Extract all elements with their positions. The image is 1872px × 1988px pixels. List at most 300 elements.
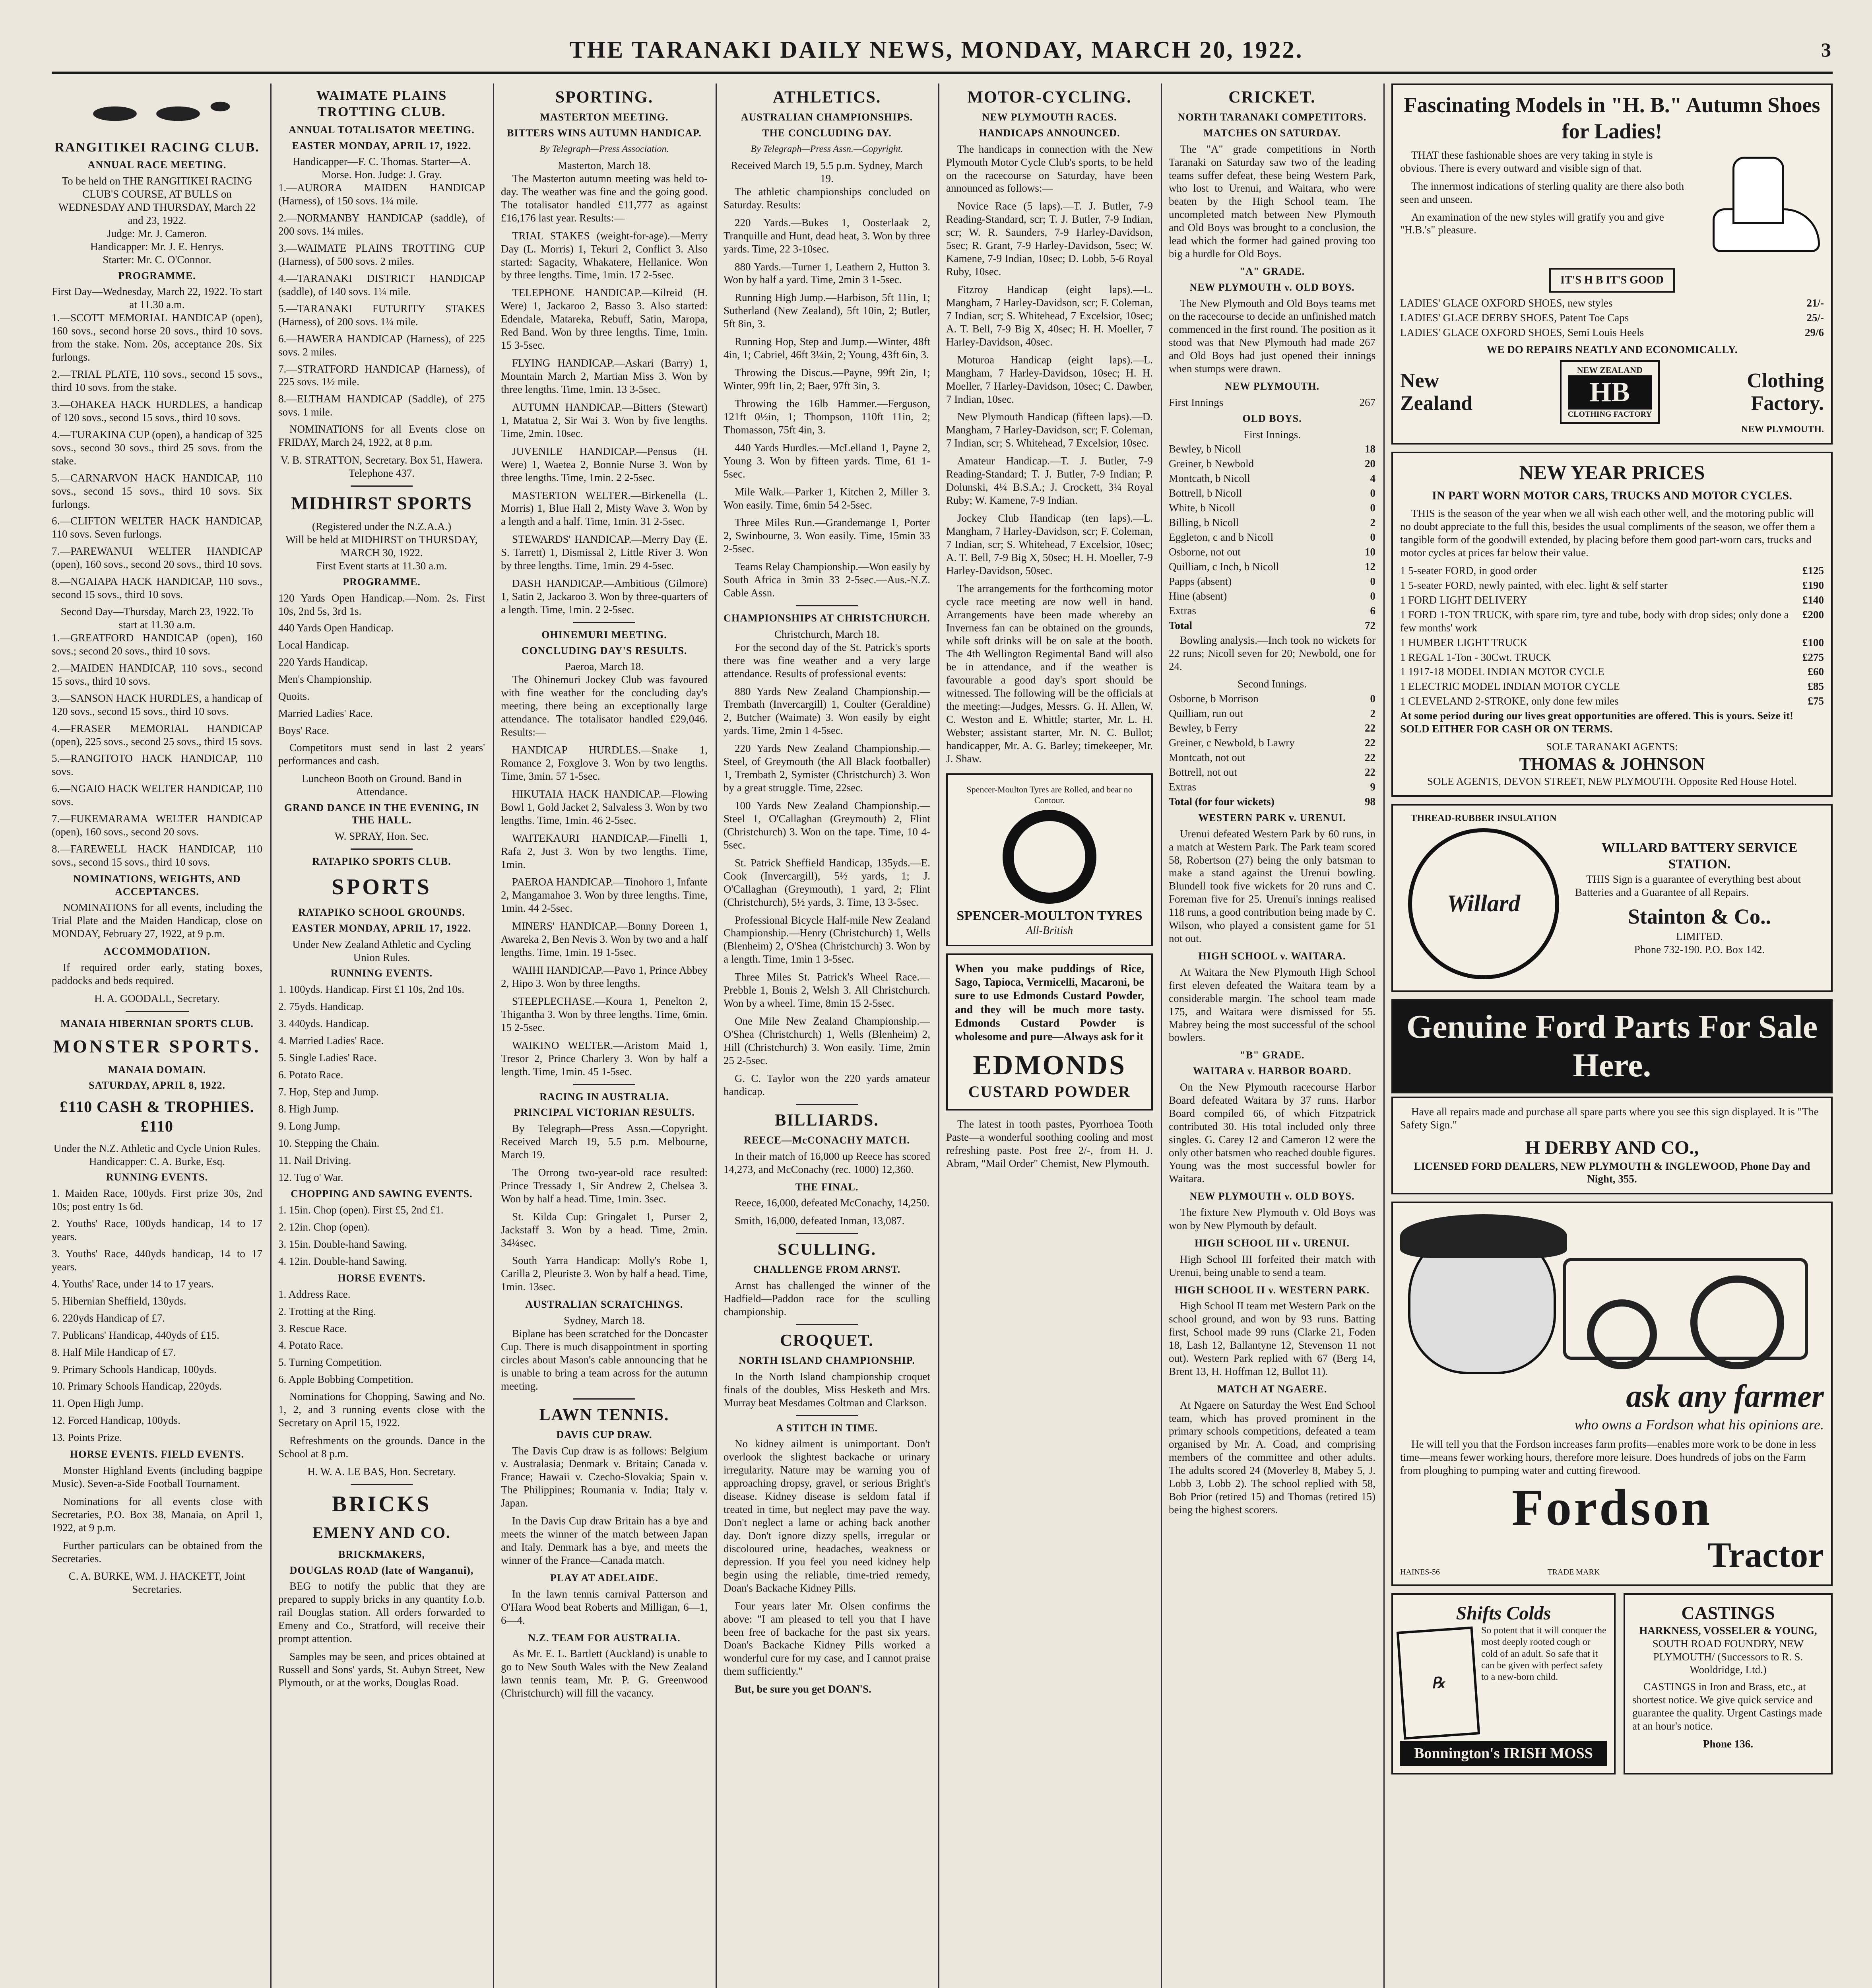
second-day: Second Day—Thursday, March 23, 1922. To start at 11.30 a.m. [60,606,254,631]
hb-text-1: THAT these fashionable shoes are very taking in style is obvious. There is every outward and visible sign of that. [1400,149,1653,174]
race-result-paragraph: DASH HANDICAP.—Ambitious (Gilmore) 1, Satin 2, Jackaroo 3. Won by three-quarters of a length. Time, 1min. 2 2-5sec. [501,577,708,615]
race-starter: Starter: Mr. C. O'Connor. [103,253,211,266]
shoe-price-row [1400,311,1824,324]
bricks-title: BRICKS [332,1491,432,1516]
midhirst-programme: PROGRAMME. [343,576,421,588]
vehicle-price-row-value: £85 [1808,680,1824,693]
farmer-tractor-illustration [1400,1214,1824,1373]
ob-label: OLD BOYS. [1242,412,1302,424]
running-event-item: 9. Primary Schools Handicap, 100yds. [52,1363,217,1375]
shifts-text: So potent that it will conquer the most deeply rooted cough or cold of an adult. So safe that it can be given with perfect safety to a new-born child. [1481,1625,1606,1683]
handicap-paragraph: Fitzroy Handicap (eight laps).—L. Mangham, 7 Harley-Davidson, scr; F. Coleman, 7 Indian, scr; S. Whitehead, 7 Excelsior, 10sec; A. T. Bell, 7-9 Big X, 40sec; H. H. Moeller, 7 Harley-Davidson, 40sec. [946,283,1153,348]
bowling-text: Bowling analysis.—Inch took no wickets for 22 runs; Nicoll seven for 20; Newbold, one for 24. [1169,634,1375,672]
challenge-heading: CHALLENGE FROM ARNST. [753,1264,901,1276]
np-total: 267 [1359,396,1375,408]
race-item: 8.—NGAIAPA HACK HANDICAP, 110 sovs., second 15 sovs., third 10 sovs. [52,575,262,601]
batting-row [1169,516,1375,529]
fordson-footer [1400,1534,1824,1577]
race-result-paragraph: WAITEKAURI HANDICAP.—Finelli 1, Rafa 2, Just 3. Won by two lengths. Time, 1min. [501,832,708,870]
vehicle-price-row [1400,608,1824,635]
batting-row-value: 9 [1370,781,1375,793]
manaia-club: MANAIA HIBERNIAN SPORTS CLUB. [60,1017,254,1029]
waimate-events [278,181,485,419]
batting-row-value: 0 [1370,487,1375,499]
nz-team-heading: N.Z. TEAM FOR AUSTRALIA. [528,1632,681,1644]
douglas-road: DOUGLAS ROAD (late of Wanganui), [289,1564,474,1576]
horse-event-item: 1. Address Race. [278,1288,351,1300]
race-result-paragraph: By Telegraph—Press Assn.—Copyright. Received March 19, 5.5 p.m. Melbourne, March 19. [501,1122,708,1161]
race-result-paragraph: AUTUMN HANDICAP.—Bitters (Stewart) 1, Matatua 2, Sir Wai 3. Won by five lengths. Time, 2min. 10sec. [501,401,708,439]
davis-text-2: In the Davis Cup draw Britain has a bye and meets the winner of the match between Japan and Italy. Denmark has a bye, and meets the winner of the France—Canada match. [501,1515,708,1567]
race-item: 7.—FUKEMARAMA WELTER HANDICAP (open), 160 sovs., second 20 sovs. [52,813,262,838]
athletics-result-paragraph: One Mile New Zealand Championship.—O'Shea (Christchurch) 1, Wells (Blenheim) 2, Hill (Christchurch) 3. Won easily. Time, 2min 25 2-5sec. [724,1015,930,1066]
spray-sec: W. SPRAY, Hon. Sec. [334,830,429,843]
batting-row-value: 20 [1365,458,1375,470]
sculling-heading: SCULLING. [778,1241,876,1259]
trotting-event-item: 3.—WAIMATE PLAINS TROTTING CUP (Harness), of 500 sovs. 2 miles. [278,242,485,267]
batting-row-value: 0 [1370,693,1375,705]
trotting-event-item: 8.—ELTHAM HANDICAP (Saddle), of 275 sovs. 1 mile. [278,393,485,418]
tractor-word: Tractor [1707,1535,1824,1575]
manaia-date: SATURDAY, APRIL 8, 1922. [89,1079,225,1091]
bricks-text: BEG to notify the public that they are prepared to supply bricks in any quantity f.o.b. rail Douglas station. All orders forwarded to Emeny and Co., Stratford, will receive their prompt attention. [278,1580,485,1645]
reece-text: In their match of 16,000 up Reece has scored 14,273, and McConachy (rec. 1000) 12,360. [724,1150,930,1175]
cricket-intro: The "A" grade competitions in North Taranaki on Saturday saw two of the leading teams suffer defeat, these being Western Park, who lost to Urenui, and Waitara, who were beaten by the High School team. The uncompleted match between New Plymouth and Old Boys was brought to a conclusion, the lead which the former had gained proving too big a hurdle for Old Boys. [1169,143,1375,260]
a-grade: "A" GRADE. [1239,266,1305,278]
handicap-paragraph: Novice Race (5 laps).—T. J. Butler, 7-9 Reading-Standard, scr; T. J. Butler, 7-9 Indian, scr; W. R. Saunders, 7-9 Harley-Davidson, 5sec; R. Grant, 7-9 Harley-Davidson, 5sec; W. Kamene, 7-9 Indian, 10sec; D. Lobb, 5-6 Royal Ruby, 10sec. [946,200,1153,278]
column-rule [493,83,494,1988]
harkness: HARKNESS, VOSSELER & YOUNG, [1639,1624,1817,1637]
vehicle-price-row [1400,564,1824,577]
vehicle-price-row-label: 1 HUMBER LIGHT TRUCK [1400,636,1528,648]
edmonds-ad [946,953,1153,1110]
batting-row-label: Papps (absent) [1169,575,1232,587]
batting-row-label: Billing, b Nicoll [1169,516,1239,529]
shoe-price-row [1400,326,1824,339]
batting-row [1169,501,1375,514]
ny-foot: At some period during our lives great opportunities are offered. This is yours. Seize it! SOLD EITHER FOR CASH OR ON TERMS. [1400,710,1793,735]
cast-text: CASTINGS in Iron and Brass, etc., at shortest notice. We give quick service and guarantee the quality. Urgent Castings made at an hour's notice. [1632,1681,1822,1732]
bonnington: Bonnington's IRISH MOSS [1400,1741,1607,1766]
batting-row [1169,766,1375,779]
column-2 [278,83,485,1988]
joint-secretaries: C. A. BURKE, WM. J. HACKETT, Joint Secretaries. [68,1570,246,1596]
divider [351,848,413,850]
nt-competitors: NORTH TARANAKI COMPETITORS. [1178,111,1367,123]
race-item: 8.—FAREWELL HACK HANDICAP, 110 sovs., second 15 sovs., third 10 sovs. [52,843,262,868]
spencer-moulton-ad [946,773,1153,946]
waimate-officials: Handicapper—F. C. Thomas. Starter—A. Morse. Hon. Judge: J. Gray. [292,155,471,181]
race-result-paragraph: TRIAL STAKES (weight-for-age).—Merry Day (L. Morris) 1, Tekuri 2, Conflict 3. Also started: Sagacity, Whakatere, Hellanice. Won by three lengths. Time, 1min. 17 2-5sec. [501,229,708,281]
batting-row-value: 22 [1365,766,1375,779]
cast-phone: Phone 136. [1703,1738,1753,1750]
midhirst-first-event: First Event starts at 11.30 a.m. [316,559,447,572]
column-rule [716,83,717,1988]
hs3-text: High School III forfeited their match with Urenui, being unable to send a team. [1169,1253,1375,1278]
shoe-price-row-value: 21/- [1806,297,1824,309]
batting-row-value: 12 [1365,560,1375,573]
batting-row [1169,707,1375,720]
race-result-paragraph: South Yarra Handicap: Molly's Robe 1, Carilla 2, Pleuriste 3. Won by half a head. Time, 1min. 13sec. [501,1254,708,1293]
batting-row [1169,692,1375,705]
stainton: Stainton & Co.. [1628,904,1771,928]
inman-text: Smith, 16,000, defeated Inman, 13,087. [735,1215,905,1227]
np-ob2-heading: NEW PLYMOUTH v. OLD BOYS. [1189,1190,1355,1202]
hb-text-3: An examination of the new styles will gratify you and give "H.B.'s" pleasure. [1400,211,1664,236]
ob-first: First Innings. [1243,428,1301,441]
ratapiko-sports: SPORTS [332,874,432,899]
sculling-text: Arnst has challenged the winner of the Hadfield—Paddon race for the sculling championship. [724,1279,930,1318]
race-result-paragraph: The Masterton autumn meeting was held to-day. The weather was fine and the going good. The totalisator handled £11,777 as against £16,176 last year. Results:— [501,172,708,224]
first-day: First Day—Wednesday, March 22, 1922. To start at 11.30 a.m. [52,285,262,311]
running-event-item: 8. Half Mile Handicap of £7. [52,1346,176,1358]
batting-row-value: 2 [1370,516,1375,529]
vehicle-price-row-label: 1 FORD 1-TON TRUCK, with spare rim, tyre and tube, body with drop sides; only done a few months' work [1400,608,1789,634]
vehicle-price-row-value: £190 [1802,579,1824,591]
hb-new: New [1400,369,1439,392]
athletics-result-paragraph: 220 Yards.—Bukes 1, Oosterlaak 2, Tranquille and Hunt, dead heat, 3. Won by three yards. Time, 22 3-10sec. [724,216,930,255]
race-result-paragraph: TELEPHONE HANDICAP.—Kilreid (H. Were) 1, Jackaroo 2, Basso 3. Also started: Edendale, Matareka, Rebuff, Satin, Maropa, Red Band. Won by three lengths. Time, 1min. 15 3-5sec. [501,287,708,351]
athletics-result-paragraph: 880 Yards New Zealand Championship.—Trembath (Invercargill) 1, Coulter (Geraldine) 2, Butcher (Waimate) 3. Won easily by eight yards. Time, 2min 1 4-5sec. [724,685,930,737]
batting-row-label: Bottrell, not out [1169,766,1237,779]
chopping-events [278,1204,485,1268]
sydney-dateline: Sydney, March 18. [564,1314,645,1326]
programme-heading: PROGRAMME. [118,270,196,282]
running-events [52,1187,262,1444]
castings: CASTINGS [1681,1602,1775,1623]
running-event-item: 2. Youths' Race, 100yds handicap, 14 to 17 years. [52,1217,262,1243]
final-text: Reece, 16,000, defeated McConachy, 14,250. [735,1197,930,1209]
running-event-item: 11. Nail Driving. [278,1154,351,1166]
ny-address: SOLE AGENTS, DEVON STREET, NEW PLYMOUTH. Opposite Red House Hotel. [1427,775,1797,787]
running-event-item: 12. Forced Handicap, 100yds. [52,1414,180,1427]
ratapiko-running [278,983,485,1184]
athletics-result-paragraph: Throwing the Discus.—Payne, 99ft 2in, 1; Winter, 99ft 1in, 2; Baer, 97ft 3in, 3. [724,367,930,392]
athletics-result-paragraph: 880 Yards.—Turner 1, Leathern 2, Hutton 3. Won by half a yard. Time, 2min 3 1-5sec. [724,260,930,286]
final-heading: THE FINAL. [795,1181,859,1193]
column-rule [270,83,272,1988]
divider [126,1011,189,1012]
batting-row-value: 4 [1370,472,1375,485]
batting-row-label: Montcath, not out [1169,751,1245,764]
ngaere-heading: MATCH AT NGAERE. [1217,1383,1327,1395]
horse-field-heading: HORSE EVENTS. FIELD EVENTS. [70,1448,244,1460]
bonnington-ad [1391,1593,1616,1775]
stainton-phone: Phone 732-190. P.O. Box 142. [1634,943,1765,955]
ford-parts: Genuine Ford Parts For Sale Here. [1406,1008,1818,1084]
bottom-ads [1391,1593,1833,1782]
running-event-item: 7. Publicans' Handicap, 440yds of £15. [52,1329,219,1341]
concluding-results: CONCLUDING DAY'S RESULTS. [521,645,687,656]
column-7-ads [1391,83,1833,1988]
batting-row-value: 0 [1370,590,1375,602]
vehicle-price-row-value: £275 [1802,651,1824,663]
race-item: 4.—TURAKINA CUP (open), a handicap of 325 sovs., second 30 sovs., third 25 sovs. from the stake. [52,428,262,467]
trotting-event-item: 7.—STRATFORD HANDICAP (Harness), of 225 sovs. 1½ mile. [278,363,485,388]
batting-row-value: 2 [1370,707,1375,720]
programme-item: 440 Yards Open Handicap. [278,622,394,634]
masterton-results [501,172,708,616]
batting-row-label: Montcath, b Nicoll [1169,472,1250,485]
hb-badge: IT'S H B IT'S GOOD [1400,268,1824,293]
ni-championship: NORTH ISLAND CHAMPIONSHIP. [739,1355,915,1367]
batting-row-value: 6 [1370,604,1375,617]
ratapiko-club: RATAPIKO SPORTS CLUB. [312,856,451,868]
running-heading: RUNNING EVENTS. [106,1171,208,1183]
hb-logo-mark: HB [1568,375,1652,409]
np-label: NEW PLYMOUTH. [1224,381,1320,392]
running-event-item: 8. High Jump. [278,1103,339,1115]
race-item: 7.—PAREWANUI WELTER HANDICAP (open), 160 sovs., second 20 sovs., third 10 sovs. [52,545,262,571]
handicap-paragraph: The handicaps in connection with the New Plymouth Motor Cycle Club's sports, to be held on the racecourse on Saturday, have been announced as follows:— [946,143,1153,194]
running-event-item: 10. Stepping the Chain. [278,1137,380,1149]
derby-sub: LICENSED FORD DEALERS, NEW PLYMOUTH & INGLEWOOD, Phone Day and Night, 355. [1414,1160,1810,1185]
tyres-top: Spencer-Moulton Tyres are Rolled, and bear no Contour. [966,784,1133,805]
batting-row [1169,560,1375,573]
race-result-paragraph: STEWARDS' HANDICAP.—Merry Day (E. S. Tarrett) 1, Dismissal 2, Little River 3. Won by three lengths. Time, 1min. 29 4-5sec. [501,533,708,572]
athletics-result-paragraph: Mile Walk.—Parker 1, Kitchen 2, Miller 3. Won easily. Time, 6min 54 2-5sec. [724,485,930,511]
nominations-text: NOMINATIONS for all events, including the Trial Plate and the Maiden Handicap, close on MONDAY, February 27, 1922, at 9 p.m. [52,901,262,940]
athletics-results [724,185,930,600]
np-first-innings [1169,396,1375,409]
wp-urenui: WESTERN PARK v. URENUI. [1198,812,1346,823]
tyres-title: SPENCER-MOULTON TYRES [956,908,1143,923]
stitch-text: No kidney ailment is unimportant. Don't overlook the slightest backache or urinary irregularity. Nature may be warning you of approaching dropsy, gravel, or serious Bright's disease. Kidney disease is seldom fatal if treated in time, but neglect may pave the way. Don't neglect a lame or aching back another day. Don't ignore dizzy spells, irregular or discoloured urine, headaches, weakness or depression. If you feel you need kidney help begin using the reliable, time-tried remedy, Doan's Backache Kidney Pills. [724,1438,930,1594]
race-result-paragraph: WAIKINO WELTER.—Aristom Maid 1, Tresor 2, Prince Charlery 3. Won by half a length. Time, 1min. 45 1-5sec. [501,1039,708,1077]
ob-second-batting [1169,692,1375,794]
batting-row-value: 18 [1365,443,1375,455]
stitch-text-2: Four years later Mr. Olsen confirms the above: "I am pleased to tell you that I have been free of backache for the past six years. Doan's Backache Kidney Pills worked a wonderful cure for my case, and I cannot praise them sufficiently." [724,1600,930,1677]
shoe-price-row-label: LADIES' GLACE DERBY SHOES, Patent Toe Caps [1400,311,1629,324]
willard-head: WILLARD BATTERY SERVICE STATION. [1601,841,1798,872]
race-item: 3.—SANSON HACK HURDLES, a handicap of 120 sovs., second 15 sovs., third 10 sovs. [52,692,262,717]
croquet-text: In the North Island championship croquet finals of the doubles, Miss Hesketh and Mrs. Murray beat Mesdames Coltman and Clarkson. [724,1370,930,1409]
monster-sports: MONSTER SPORTS. [53,1036,261,1057]
horse-events-heading: HORSE EVENTS. [338,1272,426,1284]
athletics-result-paragraph: The athletic championships concluded on Saturday. Results: [724,185,930,211]
totalisator-meeting: ANNUAL TOTALISATOR MEETING. [289,124,475,136]
race-result-paragraph: MINERS' HANDICAP.—Bonny Doreen 1, Awareka 2, Ben Nevis 3. Won by two and a half lengths. Time, 1min. 19 1-5sec. [501,920,708,959]
ratapiko-date: EASTER MONDAY, APRIL 17, 1922. [292,922,471,934]
hb-text-2: The innermost indications of sterling quality are there also both seen and unseen. [1400,180,1684,205]
second-day-races [52,631,262,869]
hb-price-list [1400,297,1824,339]
ny-text: THIS is the season of the year when we all wish each other well, and the motoring public will no doubt appreciate to the full this, besides the usual compliments of the season, we offer them a tangible form of the goodwill extended, by placing before them good part-worn cars, trucks and motor cycles at prices far below their value. [1400,507,1815,559]
divider [351,1484,413,1485]
closing-text: Nominations for all events close with Secretaries, P.O. Box 38, Manaia, on April 1, 1922, at 9 p.m. [52,1495,262,1534]
race-result-paragraph: PAEROA HANDICAP.—Tinohoro 1, Infante 2, Mangamahoe 3. Won by three lengths. Time, 1min. 44 2-5sec. [501,876,708,914]
chopping-event-item: 1. 15in. Chop (open). First £5, 2nd £1. [278,1204,444,1216]
shoe-price-row-value: 29/6 [1804,326,1824,338]
divider [796,1233,858,1234]
medicine-bottle-icon: ℞ [1397,1627,1480,1740]
accommodation-heading: ACCOMMODATION. [103,945,211,957]
race-result-paragraph: MASTERTON WELTER.—Birkenella (L. Morris) 1, Blue Hall 2, Misty Wave 3. Won by a length and a half. Time, 1min. 31 2-5sec. [501,489,708,528]
batting-row-label: White, b Nicoll [1169,502,1236,514]
waimate-secretary: V. B. STRATTON, Secretary. Box 51, Hawera. Telephone 437. [280,454,483,480]
australian-scratchings: AUSTRALIAN SCRATCHINGS. [525,1299,683,1310]
fordson-logo: Fordson [1511,1479,1713,1536]
race-item: 1.—GREATFORD HANDICAP (open), 160 sovs.; second 20 sovs., third 10 sovs. [52,631,262,657]
running-event-item: 1. 100yds. Handicap. First £1 10s, 2nd 10s. [278,983,464,996]
hb-text-block [1400,149,1689,268]
running-event-item: 7. Hop, Step and Jump. [278,1085,379,1098]
ngaere-text: At Ngaere on Saturday the West End School team, which has proved prominent in the primary schools competitions, defeated a team organised by Mr. A. Coad, and comprising members of the committee and other adults. The adults scored 24 (Moverley 8, Mabey 5, J. Lobb 3, Lobb 2). The school replied with 58, Bob Prior (retired 15) and Thomas (retired 15) being the highest scorers. [1169,1399,1375,1516]
waimate-date: EASTER MONDAY, APRIL 17, 1922. [292,140,471,151]
running-event-item: 3. Youths' Race, 440yds handicap, 14 to 17 years. [52,1247,262,1273]
batting-row-label: Greiner, c Newbold, b Lawry [1169,737,1295,749]
shoe-price-row-label: LADIES' GLACE OXFORD SHOES, Semi Louis Heels [1400,326,1644,338]
willard-seal-block [1400,813,1567,983]
batting-row [1169,736,1375,749]
handicaps-announced: HANDICAPS ANNOUNCED. [979,127,1120,139]
hb-np: NEW PLYMOUTH. [1741,424,1824,435]
ford-dealer-ad [1391,1097,1833,1194]
harbor-text: On the New Plymouth racecourse Harbor Board defeated Waitara by 37 runs. Harbor Board compiled 66, of which Fitzpatrick contributed 30. His total included only three singles. G. Carey 12 and Cameron 12 were the only other batsmen who reached double figures. Young was the most successful bowler for Waitara. [1169,1081,1375,1185]
horse-text: Monster Highland Events (including bagpipe Music). Seven-a-Side Football Tournament. [52,1464,262,1489]
stainton-sub: LIMITED. [1676,930,1723,942]
tyre-icon [1003,810,1096,904]
batting-row [1169,751,1375,764]
running-event-item: 5. Hibernian Sheffield, 130yds. [52,1295,186,1307]
fordson-ad [1391,1202,1833,1586]
handicap-paragraph: Jockey Club Handicap (ten laps).—L. Mangham, 7 Harley-Davidson, scr; F. Coleman, 7 Indian, scr; S. Whitehead, 7 Excelsior, 10sec; A. T. Bell, 7-9 Big X, 50sec; H. H. Moeller, 7-9 Harley-Davidson, 50sec. [946,512,1153,577]
page-number: 3 [1821,39,1833,61]
athletics-result-paragraph: Teams Relay Championship.—Won easily by South Africa in 3min 33 2-5sec.—Aus.-N.Z. Cable Assn. [724,561,930,599]
vehicle-price-row-value: £75 [1808,695,1824,707]
lawn-tennis: LAWN TENNIS. [539,1406,669,1424]
batting-row-label: Eggleton, c and b Nicoll [1169,531,1274,544]
hb-factory: Factory. [1751,392,1824,415]
byline: By Telegraph—Press Association. [539,144,669,154]
running-event-item: 10. Primary Schools Handicap, 220yds. [52,1380,222,1392]
trotting-event-item: 2.—NORMANBY HANDICAP (saddle), of 200 sovs. 1¼ miles. [278,212,485,237]
np-ob-heading: NEW PLYMOUTH v. OLD BOYS. [1189,281,1355,293]
foundry: SOUTH ROAD FOUNDRY, NEW PLYMOUTH/ (Successors to R. S. Wooldridge, Ltd.) [1652,1637,1804,1676]
cricket-heading: CRICKET. [1228,88,1316,107]
column-1 [52,83,262,1988]
running-event-item: 4. Married Ladies' Race. [278,1035,384,1047]
midhirst-acceptances: Competitors must send in last 2 years' performances and cash. [278,742,485,767]
batting-row [1169,780,1375,794]
athletics-result-paragraph: Three Miles Run.—Grandemange 1, Porter 2, Swinbourne, 3. Won easily. Time, 15min 33 2-5sec. [724,516,930,555]
b-grade: "B" GRADE. [1240,1049,1305,1061]
tractor-wheel-icon [1587,1299,1657,1369]
hb-body [1400,149,1824,268]
batting-row-label: Osborne, not out [1169,546,1241,558]
total4-label: Total (for four wickets) [1169,795,1275,808]
batting-row [1169,531,1375,544]
aus-championships: AUSTRALIAN CHAMPIONSHIPS. [741,111,913,123]
davis-cup: DAVIS CUP DRAW. [556,1429,652,1441]
column-6 [1169,83,1375,1988]
race-item: 5.—CARNARVON HACK HANDICAP, 110 sovs., second 15 sovs., third 10 sovs. Six furlongs. [52,472,262,510]
race-result-paragraph: HANDICAP HURDLES.—Snake 1, Romance 2, Foxglove 3. Won by two lengths. Time, 3min. 57 1-5sec. [501,744,708,782]
batting-row [1169,443,1375,456]
haines: HAINES-56 [1400,1568,1440,1577]
motorcycling-heading: MOTOR-CYCLING. [967,88,1132,107]
trademark: TRADE MARK [1547,1568,1600,1577]
batting-row [1169,472,1375,485]
divider [573,622,635,623]
divider [796,1415,858,1416]
edmonds-text: When you make puddings of Rice, Sago, Tapioca, Vermicelli, Macaroni, be sure to use Edmonds Custard Powder, and they will be much more tasty. Edmonds Custard Powder is wholesome and pure—Always ask for it [955,963,1144,1043]
vehicle-price-row-value: £60 [1808,666,1824,678]
race-item: 3.—OHAKEA HACK HURDLES, a handicap of 120 sovs., second 15 sovs., third 10 sovs. [52,398,262,423]
received: Received March 19, 5.5 p.m. Sydney, March 19. [731,159,923,184]
running-event-item: 9. Long Jump. [278,1120,341,1132]
race-item: 1.—SCOTT MEMORIAL HANDICAP (open), 160 sovs., second horse 20 sovs., third 10 sovs. from the stake. Nom. 20s, acceptance 20s. Six furlongs. [52,312,262,363]
sporting-heading: SPORTING. [555,88,654,107]
race-item: 6.—NGAIO HACK WELTER HANDICAP, 110 sovs. [52,782,262,808]
athletics-result-paragraph: St. Patrick Sheffield Handicap, 135yds.—E. Cook (Invercargill), 5½ yards, 1; J. O'Callaghan (Greymouth), 1 yard, 2; Flint (Christchurch), 5½ yards, 3. Time, 13 3-5sec. [724,856,930,908]
masthead [52,28,1833,74]
vehicle-price-row [1400,680,1824,693]
hb-logo-factory: CLOTHING FACTORY [1567,410,1652,419]
derby: H DERBY AND CO., [1525,1137,1699,1158]
race-result-paragraph: STEEPLECHASE.—Koura 1, Penelton 2, Thigantha 3. Won by three lengths. Time, 6min. 15 2-5sec. [501,995,708,1033]
race-held: To be held on THE RANGITIKEI RACING CLUB'S COURSE, AT BULLS on WEDNESDAY AND THURSDAY, March 22 and 23, 1922. [58,175,256,226]
batting-row [1169,590,1375,603]
trotting-event-item: 5.—TARANAKI FUTURITY STAKES (Harness), of 200 sovs. 1¼ mile. [278,302,485,328]
reece-match: REECE—McCONACHY MATCH. [744,1134,910,1146]
batting-row-label: Quilliam, run out [1169,707,1243,720]
hs-text: At Waitara the New Plymouth High School first eleven defeated the Waitara team by a considerable margin. The school team made 175, and Waitara were dismissed for 55. Mabrey being the most successful of the school bowlers. [1169,966,1375,1044]
athletics-result-paragraph: 440 Yards Hurdles.—McLelland 1, Payne 2, Young 3. Won by fifteen yards. Time, 61 1-5sec. [724,441,930,480]
davis-text: The Davis Cup draw is as follows: Belgium v. Australasia; Denmark v. Britain; Canada v. France; Hawaii v. Czecho-Slovakia; Spain v. The Philippines; Roumania v. India; Italy v. Japan. [501,1444,708,1509]
batting-row-label: Bewley, b Nicoll [1169,443,1241,455]
race-judge: Judge: Mr. J. Cameron. [107,227,207,239]
midhirst-title: MIDHIRST SPORTS [291,493,472,513]
running-event-item: 11. Open High Jump. [52,1397,144,1409]
luncheon: Luncheon Booth on Ground. Band in Attendance. [302,772,462,798]
custard-title: CUSTARD POWDER [968,1083,1131,1101]
le-bas: H. W. A. LE BAS, Hon. Secretary. [307,1465,456,1477]
batting-row-label: Extras [1169,781,1196,793]
hb-footer [1400,360,1824,424]
vehicle-price-row-label: 1 CLEVELAND 2-STROKE, only done few miles [1400,695,1619,707]
vehicle-price-row-label: 1 5-seater FORD, newly painted, with elec. light & self starter [1400,579,1668,591]
handicap-paragraph: Amateur Handicap.—T. J. Butler, 7-9 Reading-Standard; T. J. Butler, 7-9 Indian; P. Dolunski, 4¼ B.S.A.; J. Crockett, 3¼ Royal Ruby; W. Kamene, 7-9 Indian. [946,455,1153,507]
np-races: NEW PLYMOUTH RACES. [982,111,1117,123]
hb-right [1747,369,1824,415]
shifts-colds: Shifts Colds [1456,1602,1551,1624]
handicap-paragraph: Moturoa Handicap (eight laps).—L. Mangham, 7 Harley-Davidson, 10sec; H. H. Moeller, 7 Harley-Davidson, 10sec; C. Dawber, 7 Indian, 10sec. [946,353,1153,405]
vehicle-price-row [1400,579,1824,592]
batting-row [1169,575,1375,588]
ford-parts-banner [1391,999,1833,1093]
chopping-event-item: 4. 12in. Double-hand Sawing. [278,1255,407,1267]
vehicle-price-row-value: £100 [1802,636,1824,648]
vehicle-price-row-label: 1 1917-18 MODEL INDIAN MOTOR CYCLE [1400,666,1604,678]
manaia-rules: Under the N.Z. Athletic and Cycle Union Rules. [53,1142,261,1154]
total4-val: 98 [1365,795,1375,808]
adelaide-heading: PLAY AT ADELAIDE. [550,1572,659,1584]
victorian-results: PRINCIPAL VICTORIAN RESULTS. [514,1107,695,1118]
running-event-item: 5. Single Ladies' Race. [278,1051,377,1064]
hs2-text: High School II team met Western Park on the school ground, and won by 93 runs. Batting first, School made 99 runs (Clarke 21, Foden 18, Lash 12, Ballantyne 12, Stevenson 11 not out). Western Park replied with 67 (Berg 14, Brent 13, H. Hoffman 12, Bullot 11). [1169,1300,1375,1377]
willard-ad [1391,804,1833,992]
fordson-who: who owns a Fordson what his opinions are. [1574,1417,1824,1433]
ob-batting [1169,443,1375,617]
manaia-handicapper: Handicapper: C. A. Burke, Esq. [89,1155,225,1167]
wp-text: Urenui defeated Western Park by 60 runs, in a match at Western Park. The Park team scored 58, Robertson (27) being the only batsman to make a stand against the Urenui bowling. Blundell took five wickets for 20 runs and C. Foreman five for 25. Urenui's innings realised 118 runs, a good contribution being made by C. Wilson, who played a consistent game for 51 not out. [1169,827,1375,945]
running-event-item: 1. Maiden Race, 100yds. First prize 30s, 2nd 10s; post entry 1s 6d. [52,1187,262,1213]
trotting-event-item: 1.—AURORA MAIDEN HANDICAP (Harness), of 150 sovs. 1¼ mile. [278,182,485,207]
divider [796,1324,858,1325]
chopping-event-item: 2. 12in. Chop (open). [278,1221,370,1233]
running-event-item: 4. Youths' Race, under 14 to 17 years. [52,1277,214,1290]
